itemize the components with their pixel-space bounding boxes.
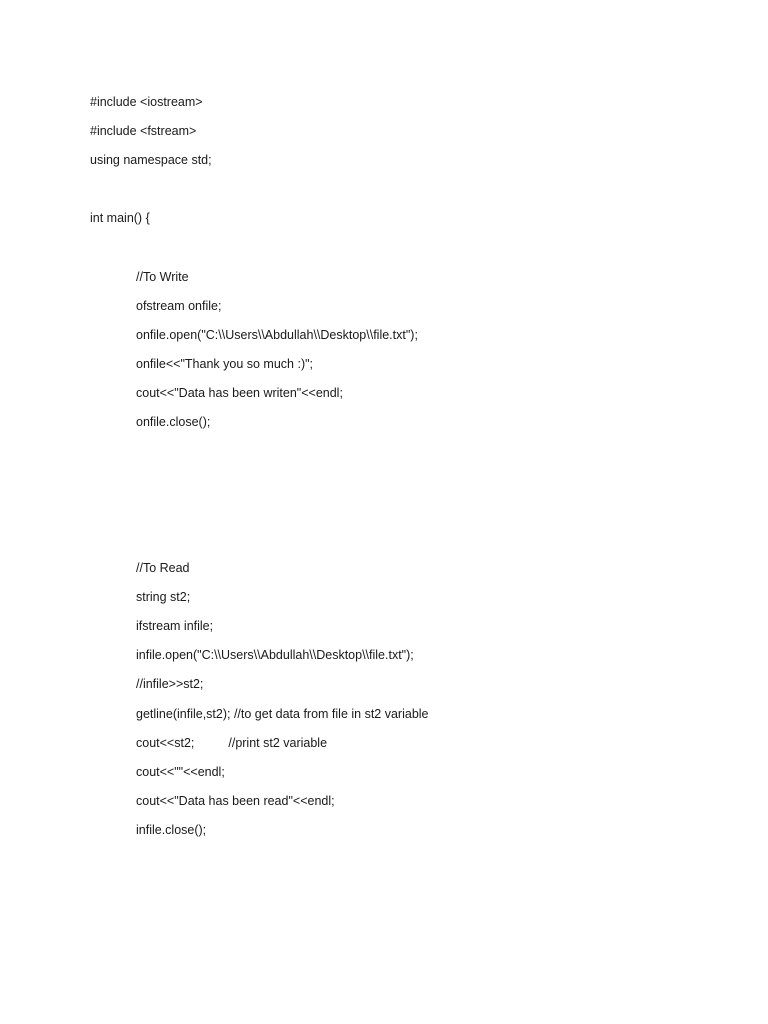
ifstream-declaration-line: ifstream infile; <box>136 619 214 633</box>
using-namespace-line: using namespace std; <box>90 153 212 167</box>
onfile-close-line: onfile.close(); <box>136 415 211 429</box>
infile-close-line: infile.close(); <box>136 823 207 837</box>
onfile-open-line: onfile.open("C:\\Users\\Abdullah\\Desktop\\file.txt"); <box>136 328 418 342</box>
include-fstream-line: #include <fstream> <box>90 124 197 138</box>
read-comment-line: //To Read <box>136 561 190 575</box>
onfile-write-line: onfile<<"Thank you so much :)"; <box>136 357 314 371</box>
cout-written-line: cout<<"Data has been writen"<<endl; <box>136 386 343 400</box>
cout-st2-line <box>136 735 327 751</box>
ofstream-declaration-line: ofstream onfile; <box>136 299 222 313</box>
string-declaration-line: string st2; <box>136 590 191 604</box>
write-comment-line: //To Write <box>136 270 189 284</box>
infile-open-line: infile.open("C:\\Users\\Abdullah\\Desktop\\file.txt"); <box>136 648 414 662</box>
main-function-line: int main() { <box>90 211 150 225</box>
infile-extract-comment-line: //infile>>st2; <box>136 677 204 691</box>
print-st2-comment: //print st2 variable <box>228 736 328 750</box>
cout-st2-code: cout<<st2; <box>136 736 195 750</box>
cout-read-line: cout<<"Data has been read"<<endl; <box>136 794 335 808</box>
getline-line: getline(infile,st2); //to get data from file in st2 variable <box>136 707 429 721</box>
include-iostream-line: #include <iostream> <box>90 95 203 109</box>
cout-empty-line: cout<<""<<endl; <box>136 765 225 779</box>
